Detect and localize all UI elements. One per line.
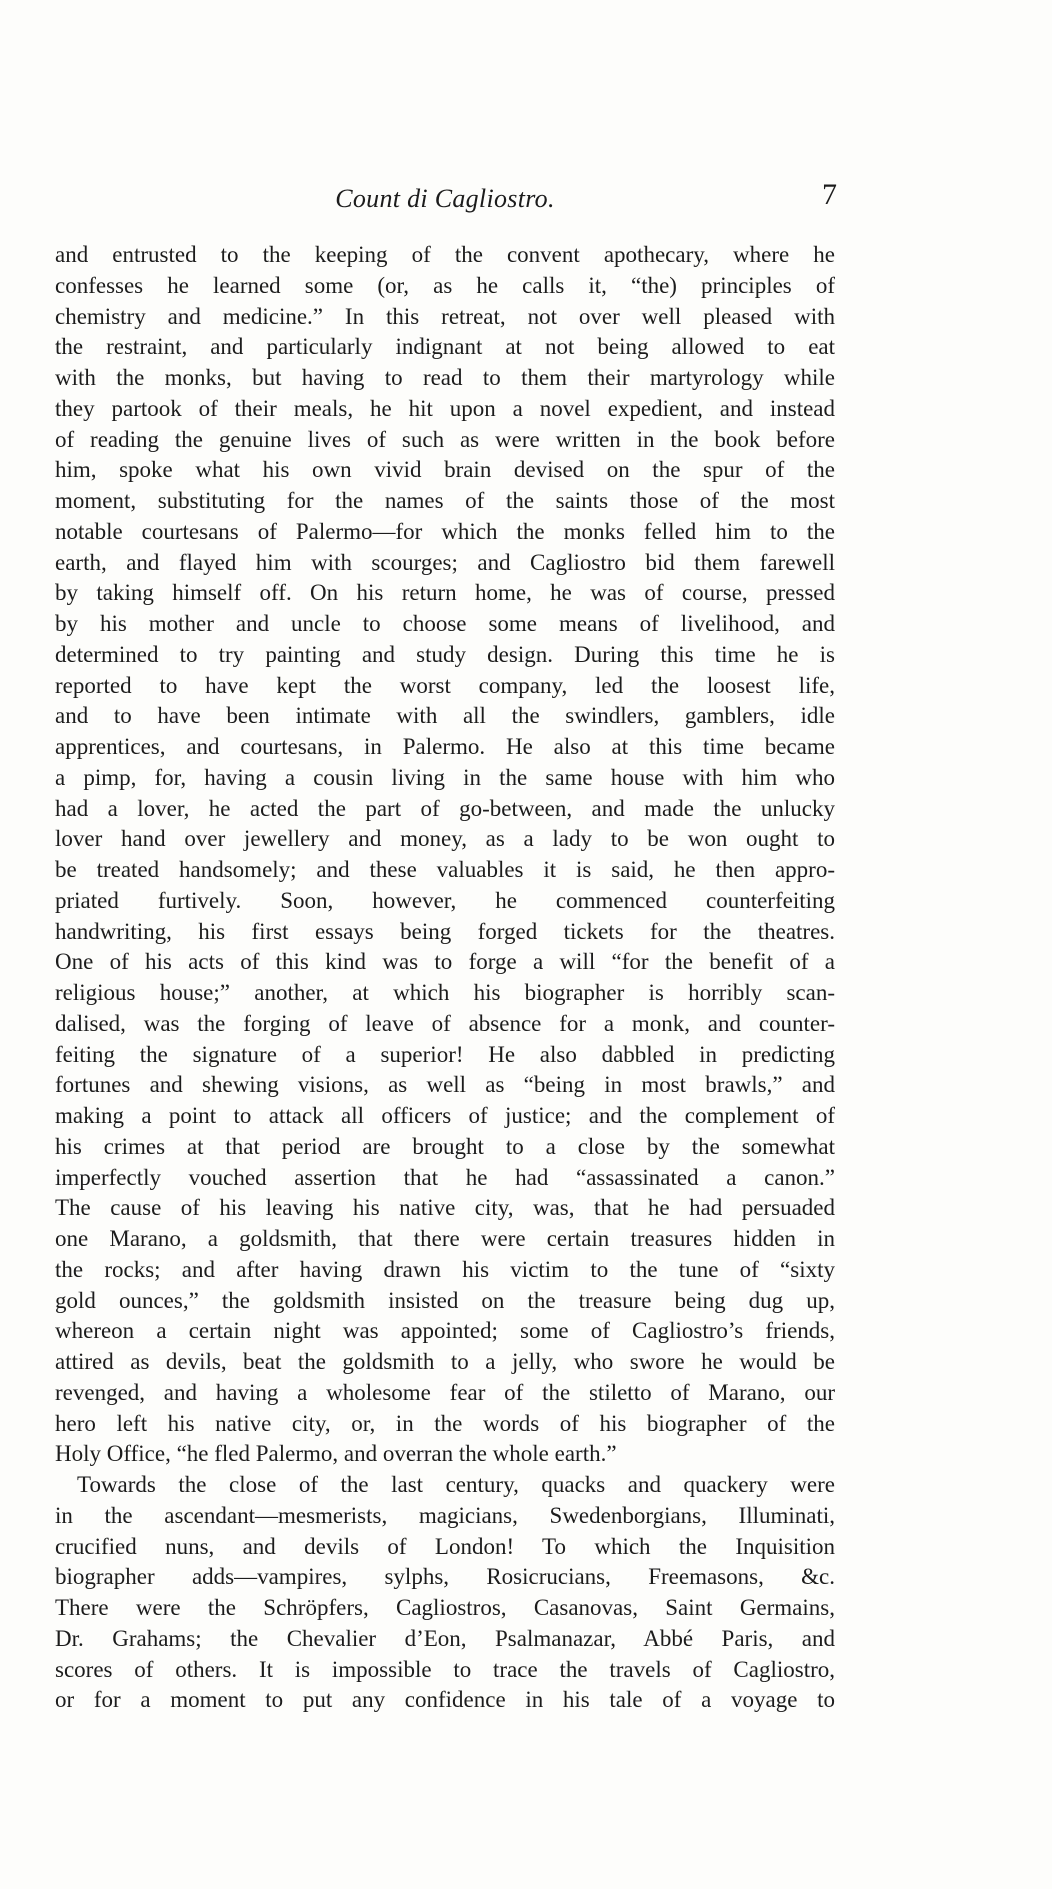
text-line: crucified nuns, and devils of London! To which the Inquisition — [55, 1533, 835, 1559]
running-title: Count di Cagliostro. — [335, 184, 555, 213]
text-line: and entrusted to the keeping of the convent apothecary, where he — [55, 242, 835, 267]
text-line: one Marano, a goldsmith, that there were certain treasures hidden in — [55, 1226, 835, 1251]
text-line: in the ascendant—mesmerists, magicians, Swedenborgians, Illuminati, — [55, 1502, 835, 1528]
paragraph — [55, 240, 835, 1470]
text-line: The cause of his leaving his native city, was, that he had persuaded — [55, 1195, 835, 1221]
text-line: dalised, was the forging of leave of absence for a monk, and counter- — [55, 1010, 835, 1036]
text-line: biographer adds—vampires, sylphs, Rosicrucians, Freemasons, &c. — [55, 1564, 835, 1590]
text-line: priated furtively. Soon, however, he commenced counterfeiting — [55, 887, 835, 913]
text-line: him, spoke what his own vivid brain devised on the spur of the — [55, 457, 835, 483]
text-line: confesses he learned some (or, as he calls it, “the) principles of — [55, 272, 835, 298]
text-line: One of his acts of this kind was to forge a will “for the benefit of a — [55, 949, 835, 975]
text-line: fortunes and shewing visions, as well as “being in most brawls,” and — [55, 1072, 835, 1098]
text-line: his crimes at that period are brought to a close by the somewhat — [55, 1133, 835, 1159]
text-line: lover hand over jewellery and money, as a lady to be won ought to — [55, 826, 835, 852]
body-text — [55, 240, 835, 1716]
text-line: revenged, and having a wholesome fear of the stiletto of Marano, our — [55, 1379, 835, 1405]
text-line: scores of others. It is impossible to trace the travels of Cagliostro, — [55, 1656, 835, 1682]
text-line: attired as devils, beat the goldsmith to a jelly, who swore he would be — [55, 1349, 835, 1374]
text-line: chemistry and medicine.” In this retreat, not over well pleased with — [55, 303, 835, 329]
text-line: gold ounces,” the goldsmith insisted on the treasure being dug up, — [55, 1287, 835, 1313]
text-line: whereon a certain night was appointed; some of Cagliostro’s friends, — [55, 1318, 835, 1344]
text-line: feiting the signature of a superior! He also dabbled in predicting — [55, 1041, 835, 1067]
text-line: notable courtesans of Palermo—for which the monks felled him to the — [55, 518, 835, 544]
page-number: 7 — [822, 178, 837, 211]
text-line: the rocks; and after having drawn his victim to the tune of “sixty — [55, 1256, 835, 1282]
text-line: or for a moment to put any confidence in his tale of a voyage to — [55, 1687, 835, 1713]
text-line: imperfectly vouched assertion that he had “assassinated a canon.” — [55, 1164, 835, 1190]
text-line: the restraint, and particularly indignant at not being allowed to eat — [55, 334, 835, 360]
text-line: a pimp, for, having a cousin living in the same house with him who — [55, 764, 835, 790]
text-line: Towards the close of the last century, quacks and quackery were — [77, 1472, 835, 1497]
text-line: they partook of their meals, he hit upon a novel expedient, and instead — [55, 395, 835, 421]
text-line: Dr. Grahams; the Chevalier d’Eon, Psalmanazar, Abbé Paris, and — [55, 1625, 835, 1651]
paragraph — [55, 1470, 835, 1716]
text-line: had a lover, he acted the part of go-between, and made the unlucky — [55, 795, 835, 821]
text-line: hero left his native city, or, in the words of his biographer of the — [55, 1410, 835, 1436]
text-line: Holy Office, “he fled Palermo, and overran the whole earth.” — [55, 1441, 617, 1467]
text-line: earth, and flayed him with scourges; and Cagliostro bid them farewell — [55, 549, 835, 575]
text-line: be treated handsomely; and these valuables it is said, he then appro- — [55, 857, 835, 882]
text-line: making a point to attack all officers of justice; and the complement of — [55, 1103, 835, 1128]
text-line: religious house;” another, at which his biographer is horribly scan- — [55, 980, 835, 1005]
text-line: by taking himself off. On his return home, he was of course, pressed — [55, 580, 835, 606]
text-line: handwriting, his first essays being forged tickets for the theatres. — [55, 918, 835, 944]
text-line: There were the Schröpfers, Cagliostros, Casanovas, Saint Germains, — [55, 1595, 835, 1620]
text-line: with the monks, but having to read to them their martyrology while — [55, 365, 835, 390]
page-header — [55, 178, 835, 228]
text-line: of reading the genuine lives of such as were written in the book before — [55, 426, 835, 452]
text-line: determined to try painting and study design. During this time he is — [55, 641, 835, 667]
text-line: by his mother and uncle to choose some means of livelihood, and — [55, 611, 835, 636]
text-line: apprentices, and courtesans, in Palermo. He also at this time became — [55, 734, 835, 759]
text-line: and to have been intimate with all the swindlers, gamblers, idle — [55, 703, 835, 729]
text-line: reported to have kept the worst company, led the loosest life, — [55, 672, 835, 698]
text-line: moment, substituting for the names of the saints those of the most — [55, 488, 835, 513]
